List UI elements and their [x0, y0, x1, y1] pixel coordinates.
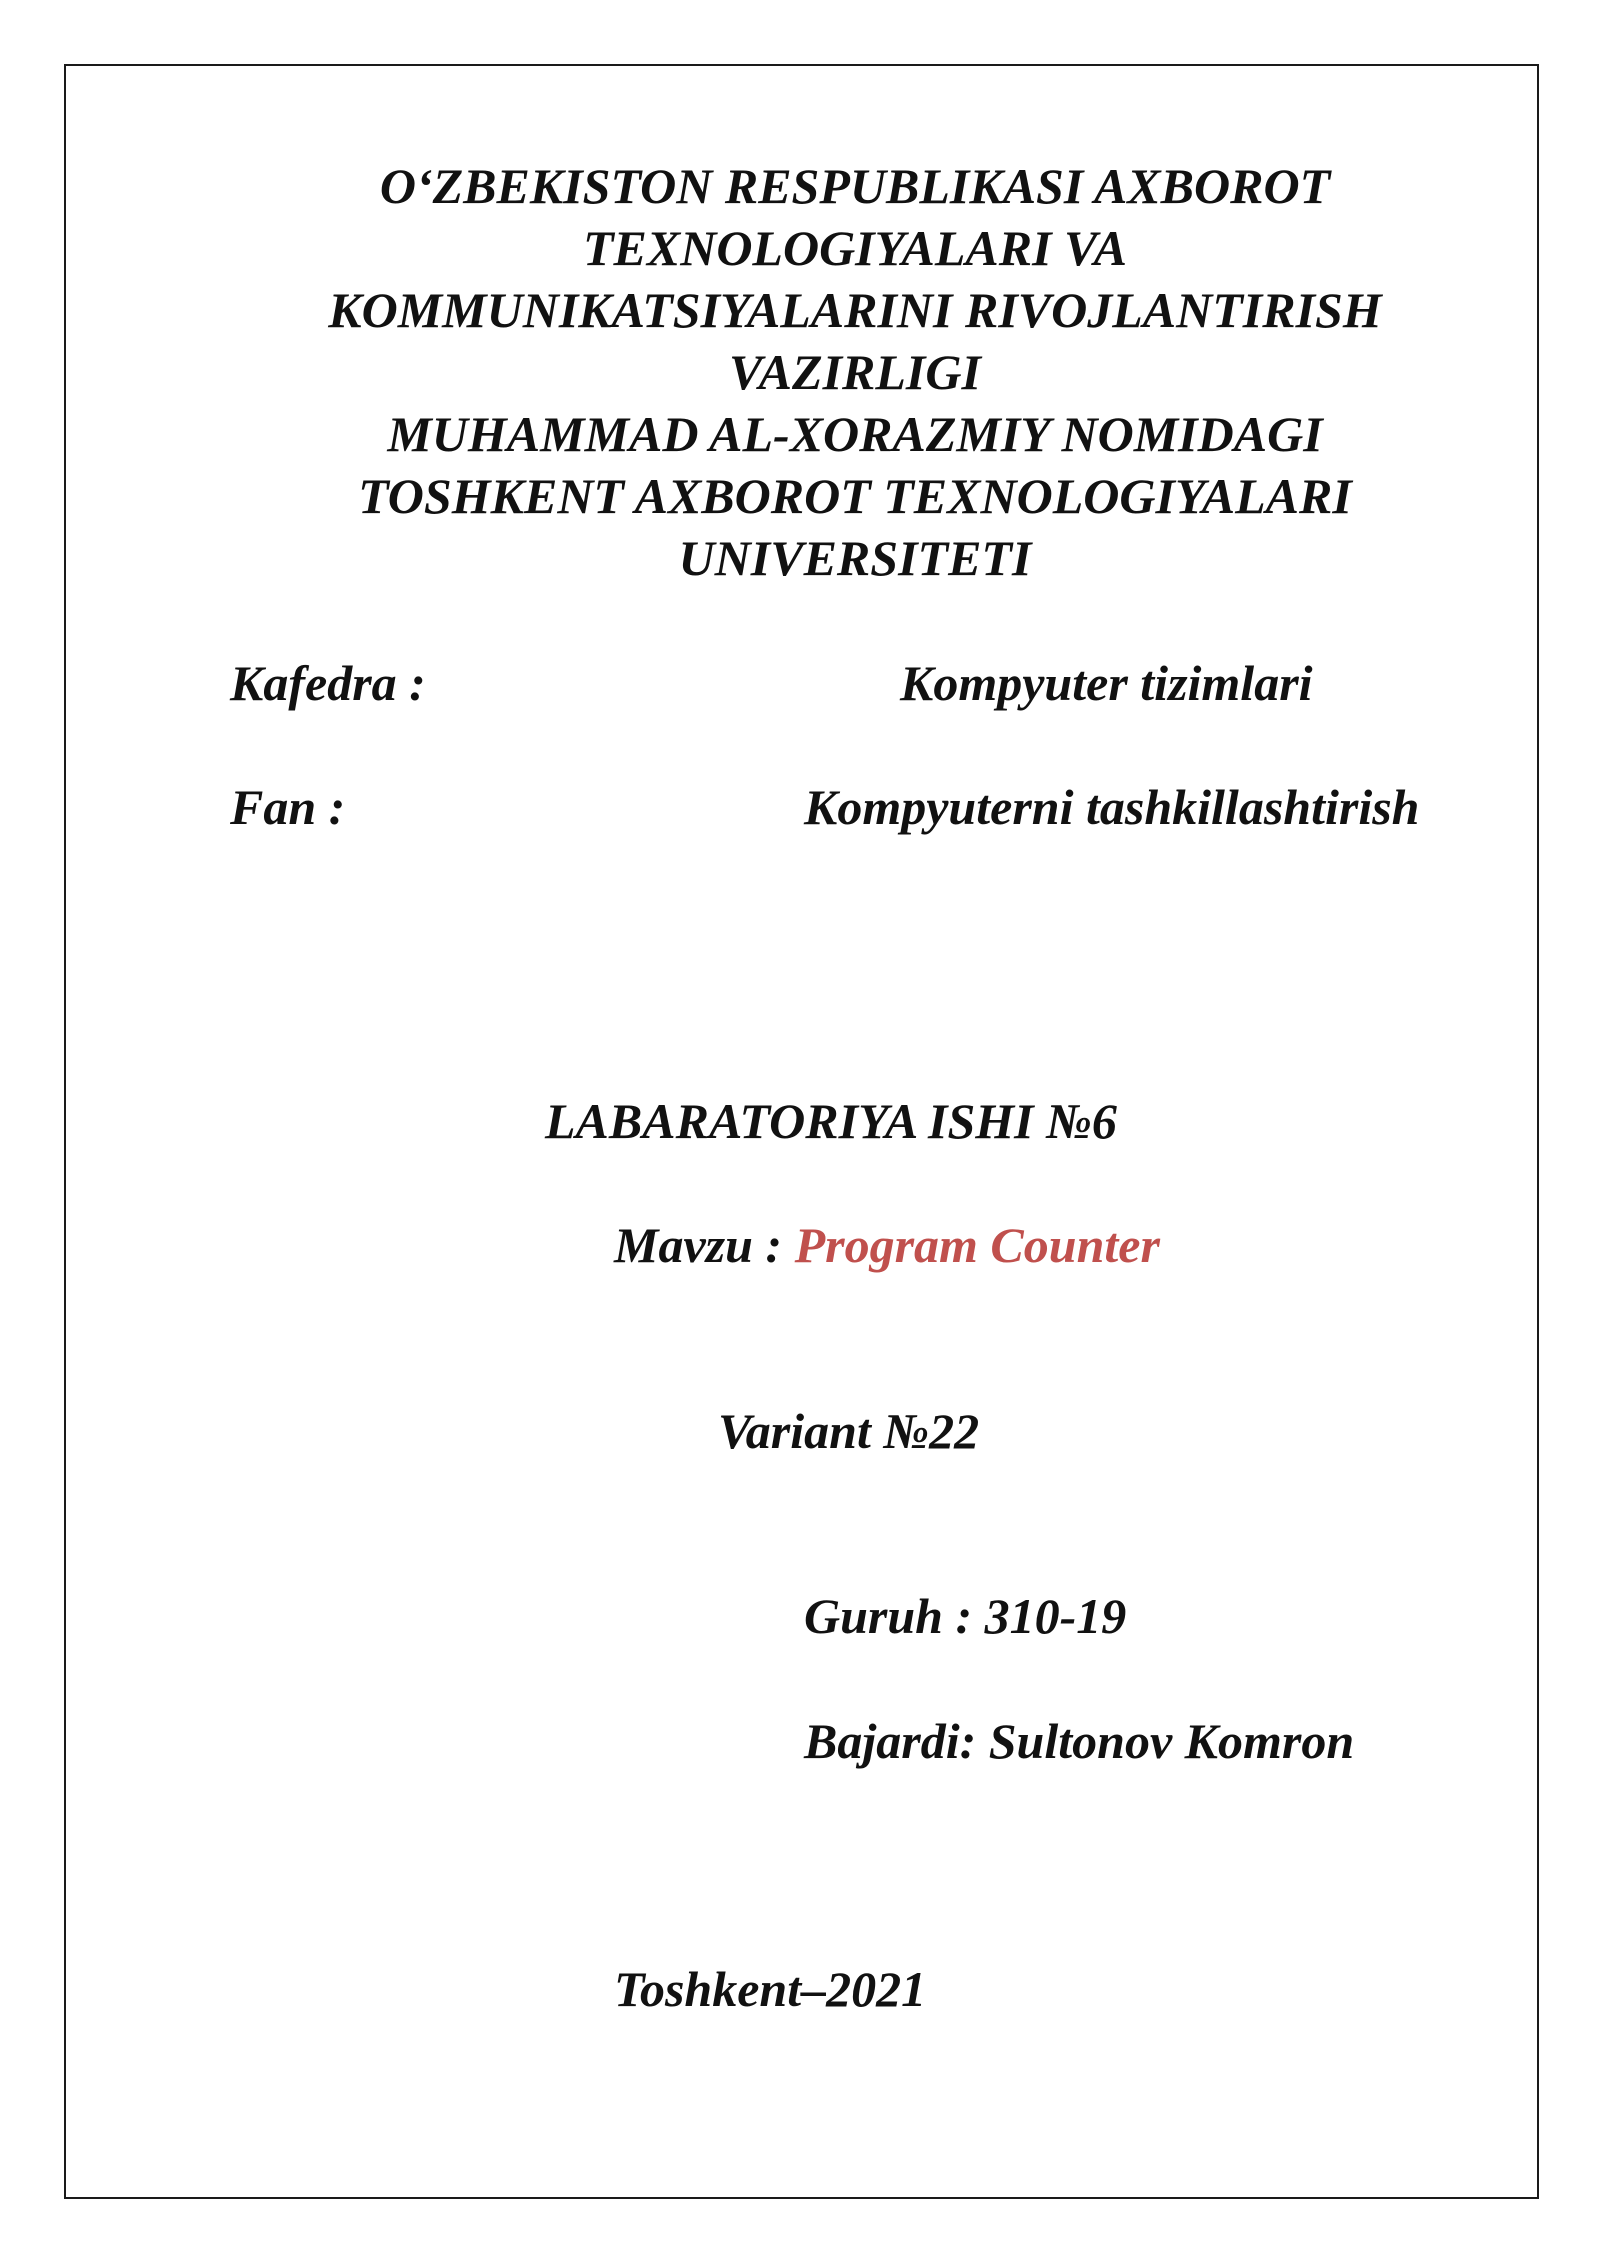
topic-label: Mavzu : — [614, 1217, 783, 1273]
university-header — [200, 155, 1510, 589]
header-line: TEXNOLOGIYALARI VA — [582, 220, 1128, 276]
kafedra-label: Kafedra : — [230, 655, 426, 711]
author: Bajardi: Sultonov Komron — [804, 1713, 1355, 1769]
group: Guruh : 310-19 — [804, 1588, 1127, 1644]
header-line: VAZIRLIGI — [729, 344, 981, 400]
lab-title: LABARATORIYA ISHI №6 — [545, 1093, 1117, 1149]
header-line: O‘ZBEKISTON RESPUBLIKASI AXBOROT — [379, 158, 1331, 214]
header-line: TOSHKENT AXBOROT TEXNOLOGIYALARI — [358, 468, 1352, 524]
fan-label: Fan : — [230, 779, 346, 835]
header-line: UNIVERSITETI — [678, 530, 1032, 586]
header-line: MUHAMMAD AL-XORAZMIY NOMIDAGI — [387, 406, 1323, 462]
kafedra-value: Kompyuter tizimlari — [900, 655, 1313, 711]
topic-value: Program Counter — [794, 1217, 1160, 1273]
fan-value: Kompyuterni tashkillashtirish — [804, 779, 1420, 835]
topic-line — [614, 1214, 1160, 1276]
variant: Variant №22 — [718, 1403, 980, 1459]
header-line: KOMMUNIKATSIYALARINI RIVOJLANTIRISH — [328, 282, 1382, 338]
footer-city-year: Toshkent–2021 — [614, 1961, 927, 2017]
